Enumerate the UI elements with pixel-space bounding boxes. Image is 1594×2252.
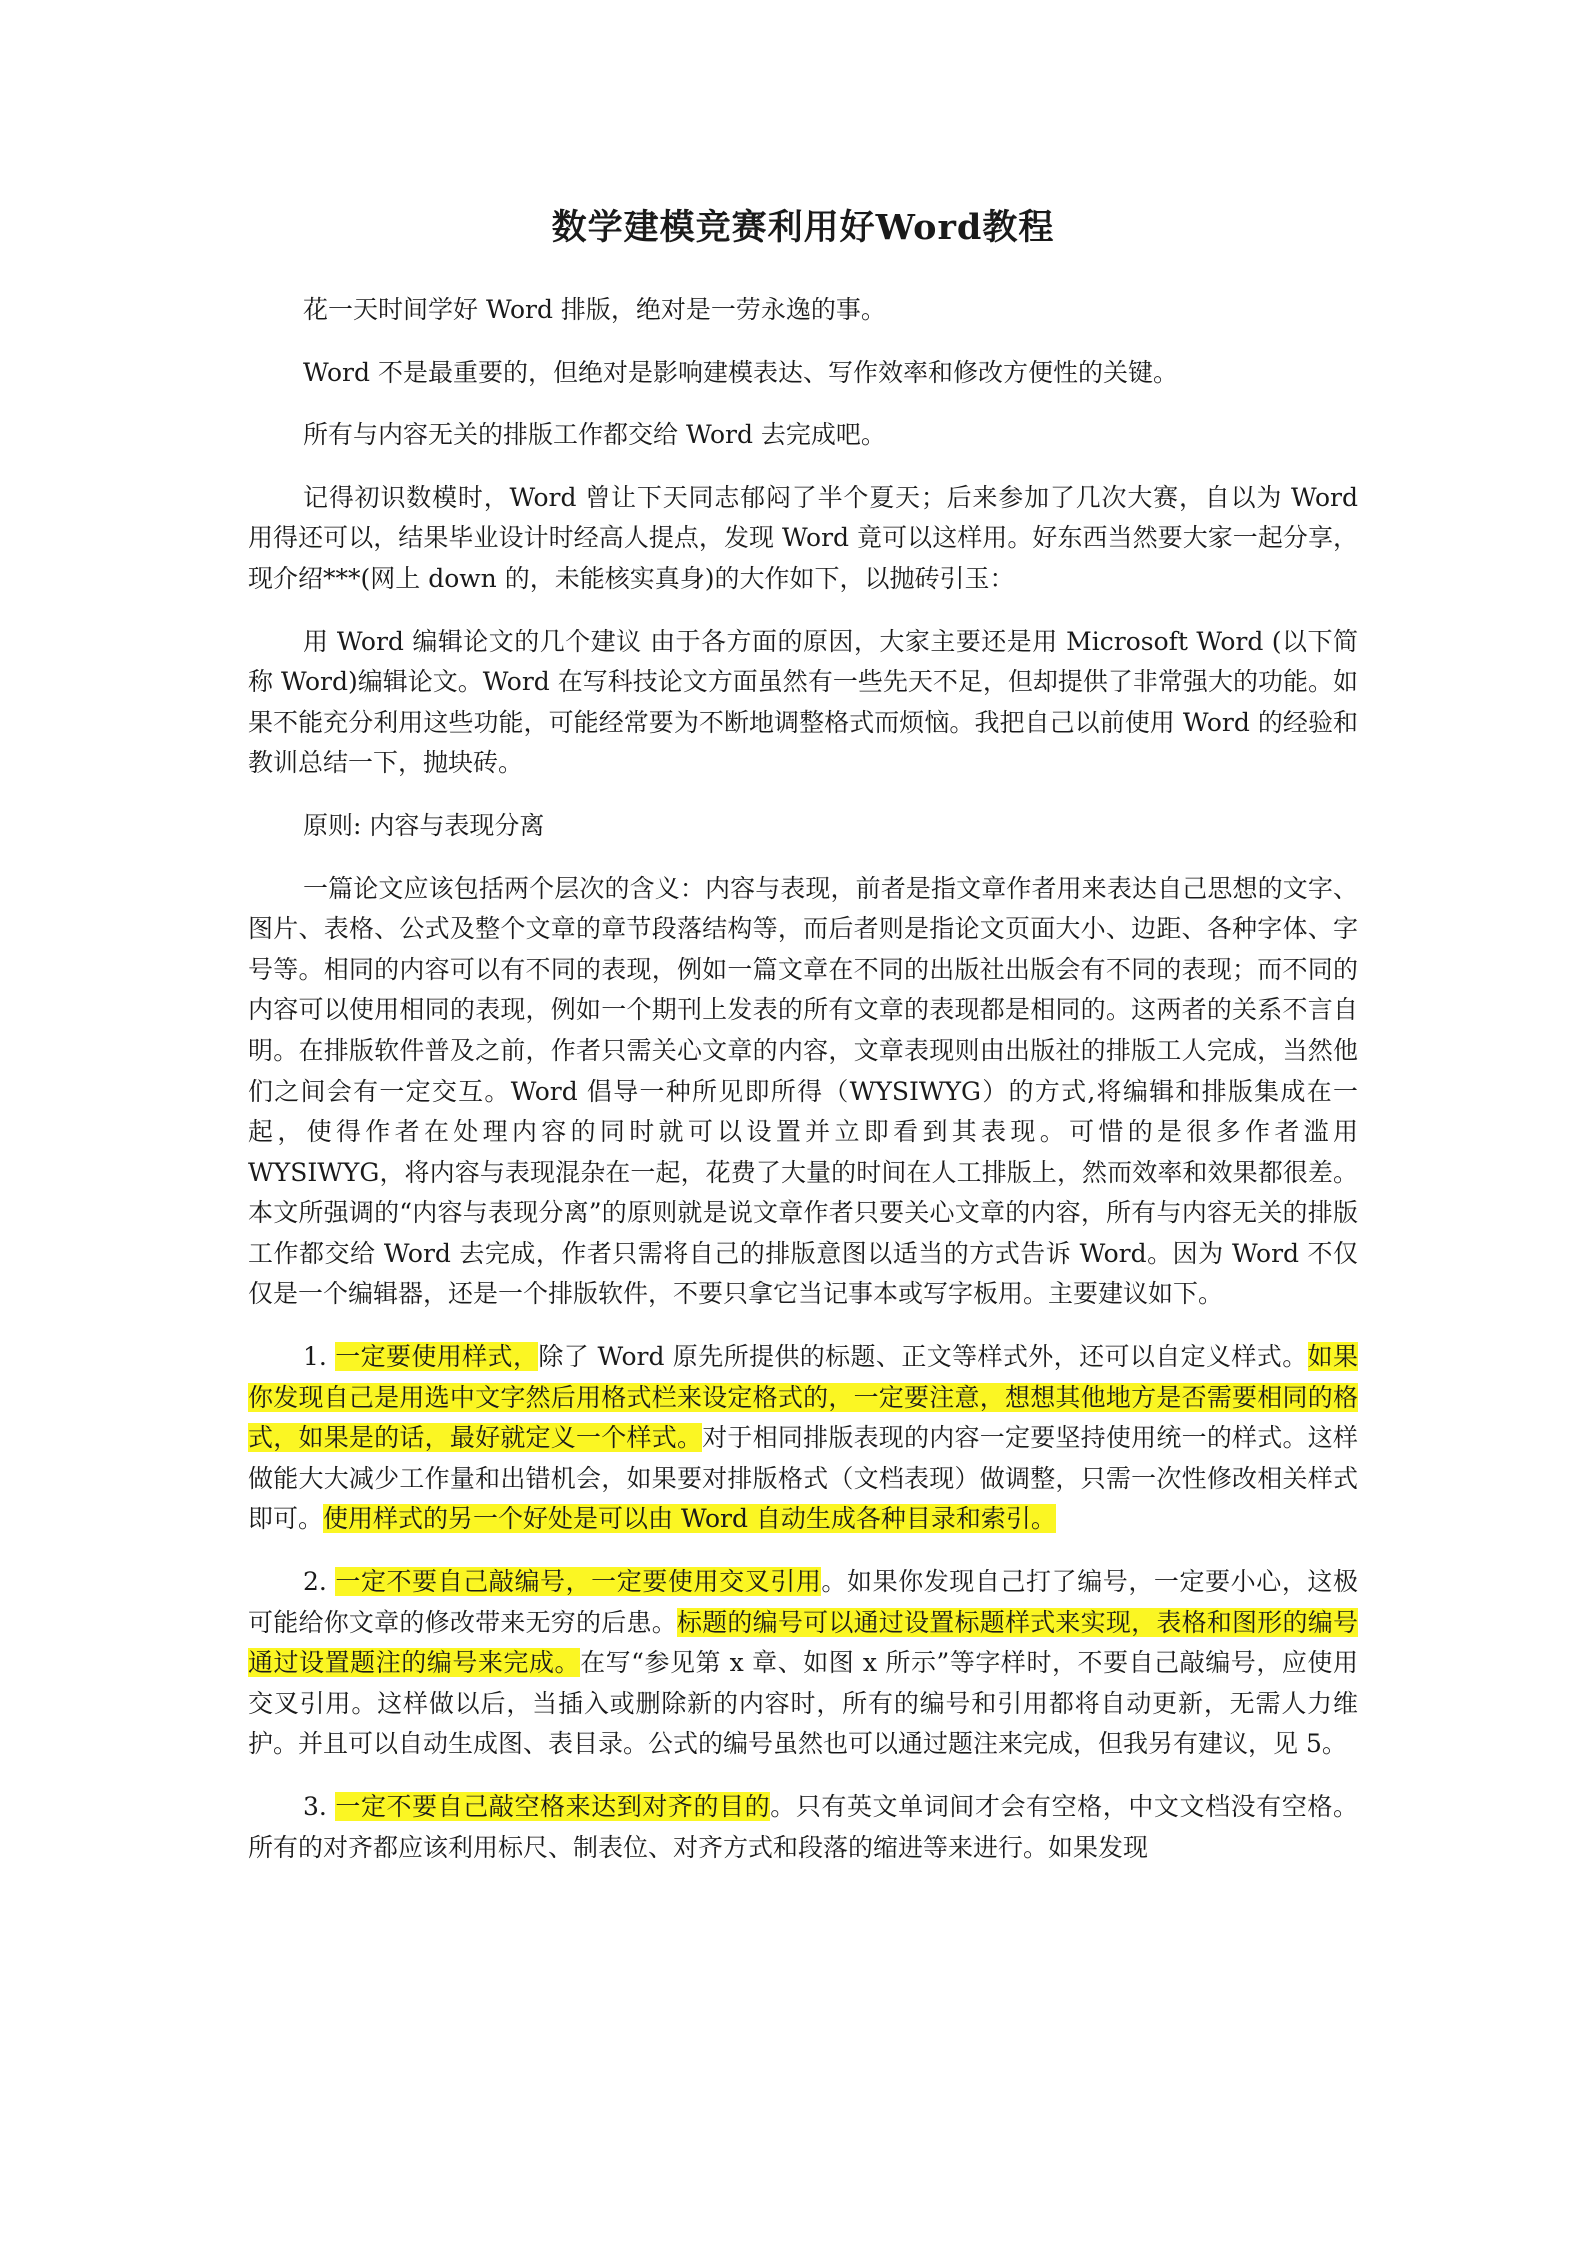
paragraph-p9 bbox=[248, 1562, 1358, 1765]
document-page bbox=[248, 208, 1358, 1890]
highlighted-text: 一定要使用样式， bbox=[335, 1342, 539, 1372]
text-segment: 。只有英文单词间才会有空格，中文文档没有空格。所有的对齐都应该利用标尺、制表位、对齐方式和段落的缩进等来进行。如果发现 bbox=[248, 1792, 1358, 1862]
text-segment: 1. bbox=[303, 1342, 336, 1372]
text-segment: 所有与内容无关的排版工作都交给 Word 去完成吧。 bbox=[303, 420, 886, 450]
paragraph-p1 bbox=[248, 290, 1358, 331]
text-segment: 3. bbox=[303, 1792, 336, 1821]
text-segment: Word 不是最重要的，但绝对是影响建模表达、写作效率和修改方便性的关键。 bbox=[303, 357, 1178, 387]
paragraph-p8 bbox=[248, 1337, 1358, 1540]
text-segment: 对于相同排版表现的内容一定要坚持使用统一的样式。这样做能大大减少工作量和出错机会，如果要对排版格式（文档表现）做调整，只需一次性修改相关样式即可。 bbox=[248, 1423, 1358, 1534]
paragraph-p6 bbox=[248, 806, 1358, 847]
paragraph-p10 bbox=[248, 1787, 1358, 1868]
highlighted-text: 一定不要自己敲空格来达到对齐的目的 bbox=[335, 1792, 771, 1821]
highlighted-text: 使用样式的另一个好处是可以由 Word 自动生成各种目录和索引。 bbox=[323, 1504, 1056, 1534]
highlighted-text: 标题的编号可以通过设置标题样式来实现，表格和图形的编号通过设置题注的编号来完成。 bbox=[248, 1607, 1358, 1678]
text-segment: 在写“参见第 x 章、如图 x 所示”等字样时，不要自己敲编号，应使用交叉引用。这样做以后，当插入或删除新的内容时，所有的编号和引用都将自动更新，无需人力维护。并且可以自动生成图、表目录。公式的编号虽然也可以通过题注来完成，但我另有建议，见 5。 bbox=[248, 1648, 1358, 1759]
highlighted-text: 一定不要自己敲编号，一定要使用交叉引用 bbox=[335, 1567, 822, 1597]
text-segment: 记得初识数模时，Word 曾让下天同志郁闷了半个夏天；后来参加了几次大赛，自以为 Word 用得还可以，结果毕业设计时经高人提点，发现 Word 竟可以这样用。好东西当然要大家一起分享，现介绍***(网上 down 的，未能核实真身)的大作如下，以抛砖引玉： bbox=[248, 482, 1358, 593]
text-segment: 2. bbox=[303, 1567, 336, 1597]
paragraph-p4 bbox=[248, 478, 1358, 600]
text-segment: 用 Word 编辑论文的几个建议 由于各方面的原因，大家主要还是用 Microsoft Word (以下简称 Word)编辑论文。Word 在写科技论文方面虽然有一些先天不足，但却提供了非常强大的功能。如果不能充分利用这些功能，可能经常要为不断地调整格式而烦恼。我把自己以前使用 Word 的经验和教训总结一下，抛块砖。 bbox=[248, 626, 1358, 778]
text-segment: 。如果你发现自己打了编号，一定要小心，这极可能给你文章的修改带来无穷的后患。 bbox=[248, 1567, 1358, 1637]
text-segment: 原则: 内容与表现分离 bbox=[303, 810, 545, 840]
document-body bbox=[248, 290, 1358, 1868]
paragraph-p7 bbox=[248, 869, 1358, 1316]
paragraph-p2 bbox=[248, 353, 1358, 394]
paragraph-p3 bbox=[248, 415, 1358, 456]
text-segment: 花一天时间学好 Word 排版，绝对是一劳永逸的事。 bbox=[303, 295, 886, 324]
text-segment: 除了 Word 原先所提供的标题、正文等样式外，还可以自定义样式。 bbox=[538, 1342, 1308, 1372]
highlighted-text: 如果你发现自己是用选中文字然后用格式栏来设定格式的，一定要注意，想想其他地方是否需要相同的格式，如果是的话，最好就定义一个样式。 bbox=[248, 1342, 1358, 1453]
text-segment: 一篇论文应该包括两个层次的含义：内容与表现，前者是指文章作者用来表达自己思想的文字、图片、表格、公式及整个文章的章节段落结构等，而后者则是指论文页面大小、边距、各种字体、字号等。相同的内容可以有不同的表现，例如一篇文章在不同的出版社出版会有不同的表现；而不同的内容可以使用相同的表现，例如一个期刊上发表的所有文章的表现都是相同的。这两者的关系不言自明。在排版软件普及之前，作者只需关心文章的内容，文章表现则由出版社的排版工人完成，当然他们之间会有一定交互。Word 倡导一种所见即所得（WYSIWYG）的方式,将编辑和排版集成在一起，使得作者在处理内容的同时就可以设置并立即看到其表现。可惜的是很多作者滥用 WYSIWYG，将内容与表现混杂在一起，花费了大量的时间在人工排版上，然而效率和效果都很差。本文所强调的“内容与表现分离”的原则就是说文章作者只要关心文章的内容，所有与内容无关的排版工作都交给 Word 去完成，作者只需将自己的排版意图以适当的方式告诉 Word。因为 Word 不仅仅是一个编辑器，还是一个排版软件，不要只拿它当记事本或写字板用。主要建议如下。 bbox=[248, 873, 1358, 1309]
document-title: 数学建模竞赛利用好Word教程 bbox=[551, 207, 1055, 248]
paragraph-p5 bbox=[248, 622, 1358, 784]
